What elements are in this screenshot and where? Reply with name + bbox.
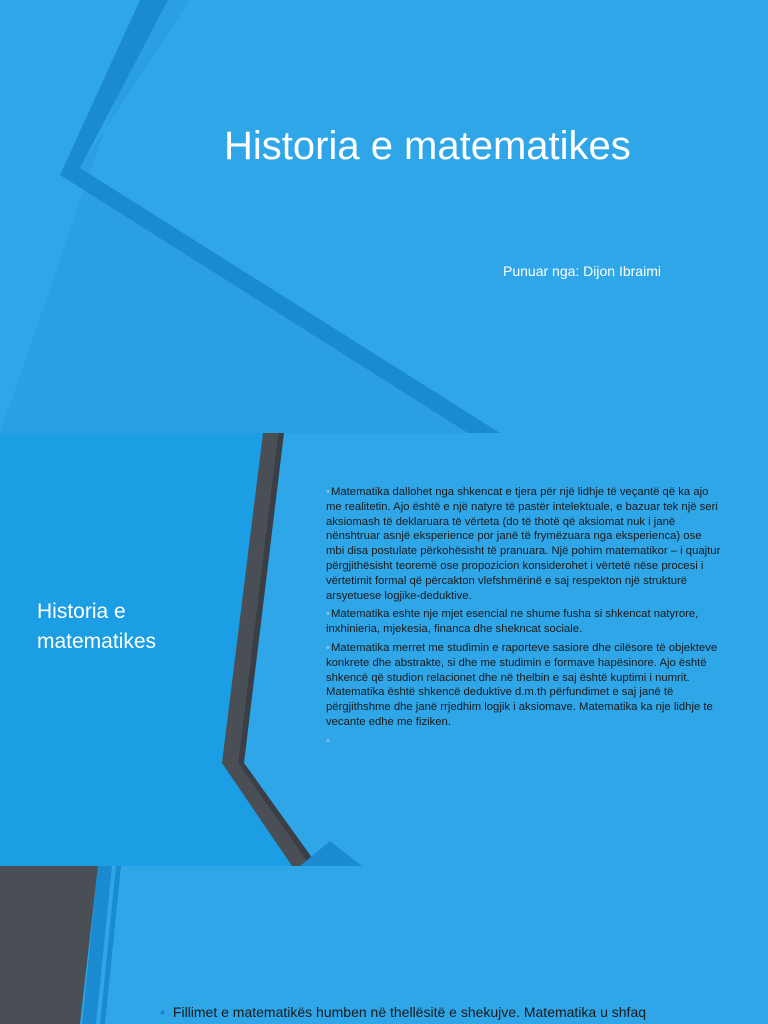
bullet-icon: • [326,641,330,654]
presentation-author: Punuar nga: Dijon Ibraimi [503,263,661,279]
slide2-title: Historia e matematikes [37,600,157,653]
body-paragraph-4 [326,734,721,749]
content-slide [0,433,768,866]
slide2-bottom-wedge [300,841,362,866]
slide2-body [326,485,721,753]
partial-slide [0,866,768,1024]
slide1-decoration [0,0,768,433]
bullet-icon: • [160,1004,165,1020]
slide1-light-panel [0,0,500,433]
title-slide [0,0,768,433]
slide3-decoration [0,866,768,1024]
body-paragraph-1: •Matematika dallohet nga shkencat e tjera për një lidhje të veçantë që ka ajo me realitetin. Ajo është e një natyre të pastër intelektuale, e bazuar tek një seri aksiomash të deklaruara të vërteta (do të thotë që aksiomat nuk i janë nënshtruar asnjë eksperience por janë të frymëzuara nga eksperienca) ose mbi disa postulate përkohësisht të pranuara. Një pohim matematikor – i quajtur përgjithësisht teoremë ose propozicion konsiderohet i vërtetë nëse procesi i vërtetimit formal që përcakton vlefshmërinë e saj respekton një strukturë arsyetuese logjike-deduktive. [326,486,721,602]
slide3-first-line: • Fillimet e matematikës humben në thellësitë e shekujve. Matematika u shfaq [160,1004,647,1020]
bullet-icon: • [326,734,330,747]
bullet-icon: • [326,608,330,621]
body-paragraph-2: •Matematika eshte nje mjet esencial ne shume fusha si shkencat natyrore, inxhinieria, mjekesia, financa dhe shekncat sociale. [326,608,699,636]
body-paragraph-3: •Matematika merret me studimin e raporteve sasiore dhe cilësore të objekteve konkrete dhe abstrakte, si dhe me studimin e formave hapësinore. Ajo është shkencë që studion relacionet dhe në thelbin e saj është kuptimi i numrit. Matematika është shkencë deduktive d.m.th përfundimet e saj janë të përgjithshme dhe janë rrjedhim logjik i aksiomave. Matematika ka nje lidhje te vecante edhe me fiziken. [326,641,718,728]
presentation-title: Historia e matematikes [224,124,631,168]
slide3-dark-block [0,866,98,1024]
bullet-icon: • [326,486,330,498]
